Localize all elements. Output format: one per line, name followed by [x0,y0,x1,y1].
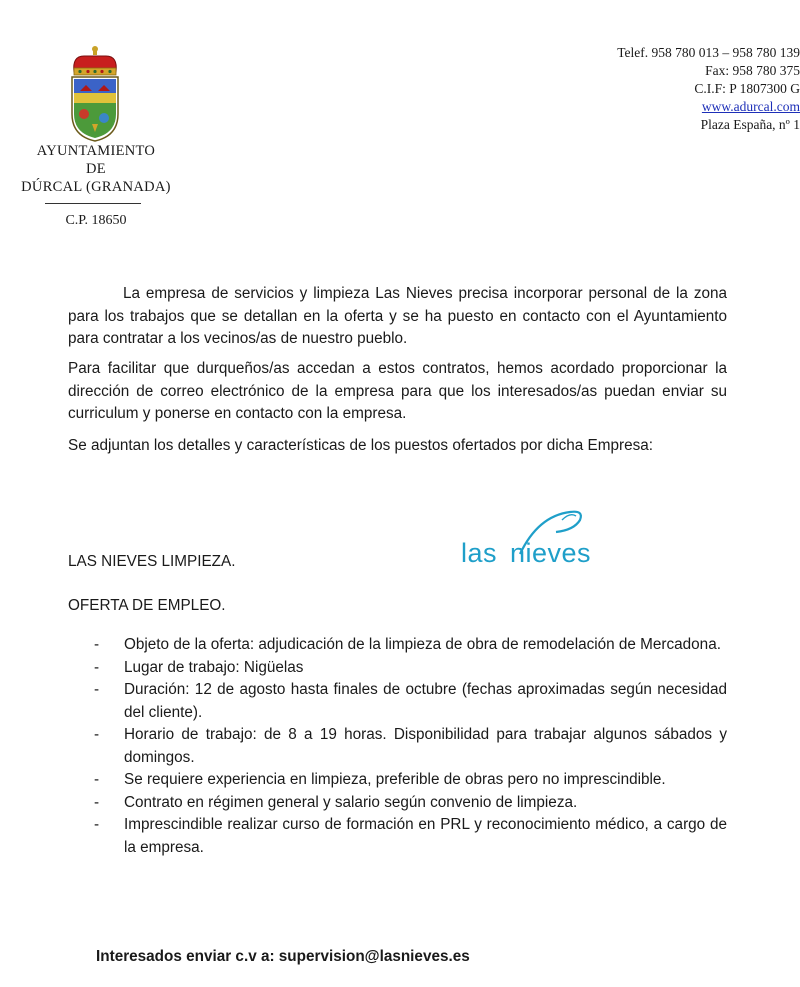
list-marker: - [94,816,100,833]
list-item: - Imprescindible realizar curso de formación en PRL y reconocimiento médico, a cargo de la empresa. [94,816,727,856]
cif-line: C.I.F: P 1807300 G [694,81,800,96]
list-marker: - [94,658,100,676]
las-nieves-logo [458,504,634,572]
list-item: - Horario de trabajo: de 8 a 19 horas. Disponibilidad para trabajar algunos sábados y domingos. [94,726,727,766]
contact-block [617,44,800,134]
coat-of-arms-crest [66,44,124,144]
list-marker: - [94,726,100,743]
list-marker: - [94,793,100,811]
address-line: Plaza España, nº 1 [700,117,800,132]
postal-code: C.P. 18650 [65,213,127,228]
svg-text:las: las [461,538,498,568]
phone-line: Telef. 958 780 013 – 958 780 139 [617,45,800,60]
list-item: - Objeto de la oferta: adjudicación de la limpieza de obra de remodelación de Mercadona. [94,634,727,657]
company-heading: LAS NIEVES LIMPIEZA. [68,553,236,570]
list-marker: - [94,681,100,698]
list-item: - Duración: 12 de agosto hasta finales de octubre (fechas aproximadas según necesidad del cliente). [94,681,727,721]
offer-heading: OFERTA DE EMPLEO. [68,597,226,614]
list-item: - Lugar de trabajo: Nigüelas [94,657,727,680]
details-paragraph: Se adjuntan los detalles y características de los puestos ofertados por dicha Empresa: [68,437,654,454]
svg-text:nieves: nieves [510,538,592,568]
contact-footer: Interesados enviar c.v a: supervision@lasnieves.es [96,948,470,965]
list-item: - Se requiere experiencia en limpieza, preferible de obras pero no imprescindible. [94,769,727,792]
divider [45,203,141,204]
list-marker: - [94,636,100,653]
list-item: - Contrato en régimen general y salario según convenio de limpieza. [94,792,727,815]
website-link[interactable]: www.adurcal.com [701,99,800,114]
intro-paragraph: La empresa de servicios y limpieza Las Nieves precisa incorporar personal de la zona para los trabajos que se detallan en la oferta y se ha puesto en contacto con el Ayuntamiento para contratar a los vecinos/as de nuestro pueblo. [68,285,727,347]
list-marker: - [94,771,100,788]
municipality-name [0,142,192,196]
fax-line: Fax: 958 780 375 [705,63,800,78]
org-line-1: AYUNTAMIENTO [36,143,156,159]
offer-details-list [94,634,727,859]
purpose-paragraph: Para facilitar que durqueños/as accedan a estos contratos, hemos acordado proporcionar la dirección de correo electrónico de la empresa para que los interesados/as puedan enviar su curriculum y ponerse en contacto con la empresa. [68,360,727,422]
org-line-2: DE [86,161,106,177]
org-line-3: DÚRCAL (GRANADA) [21,179,171,195]
